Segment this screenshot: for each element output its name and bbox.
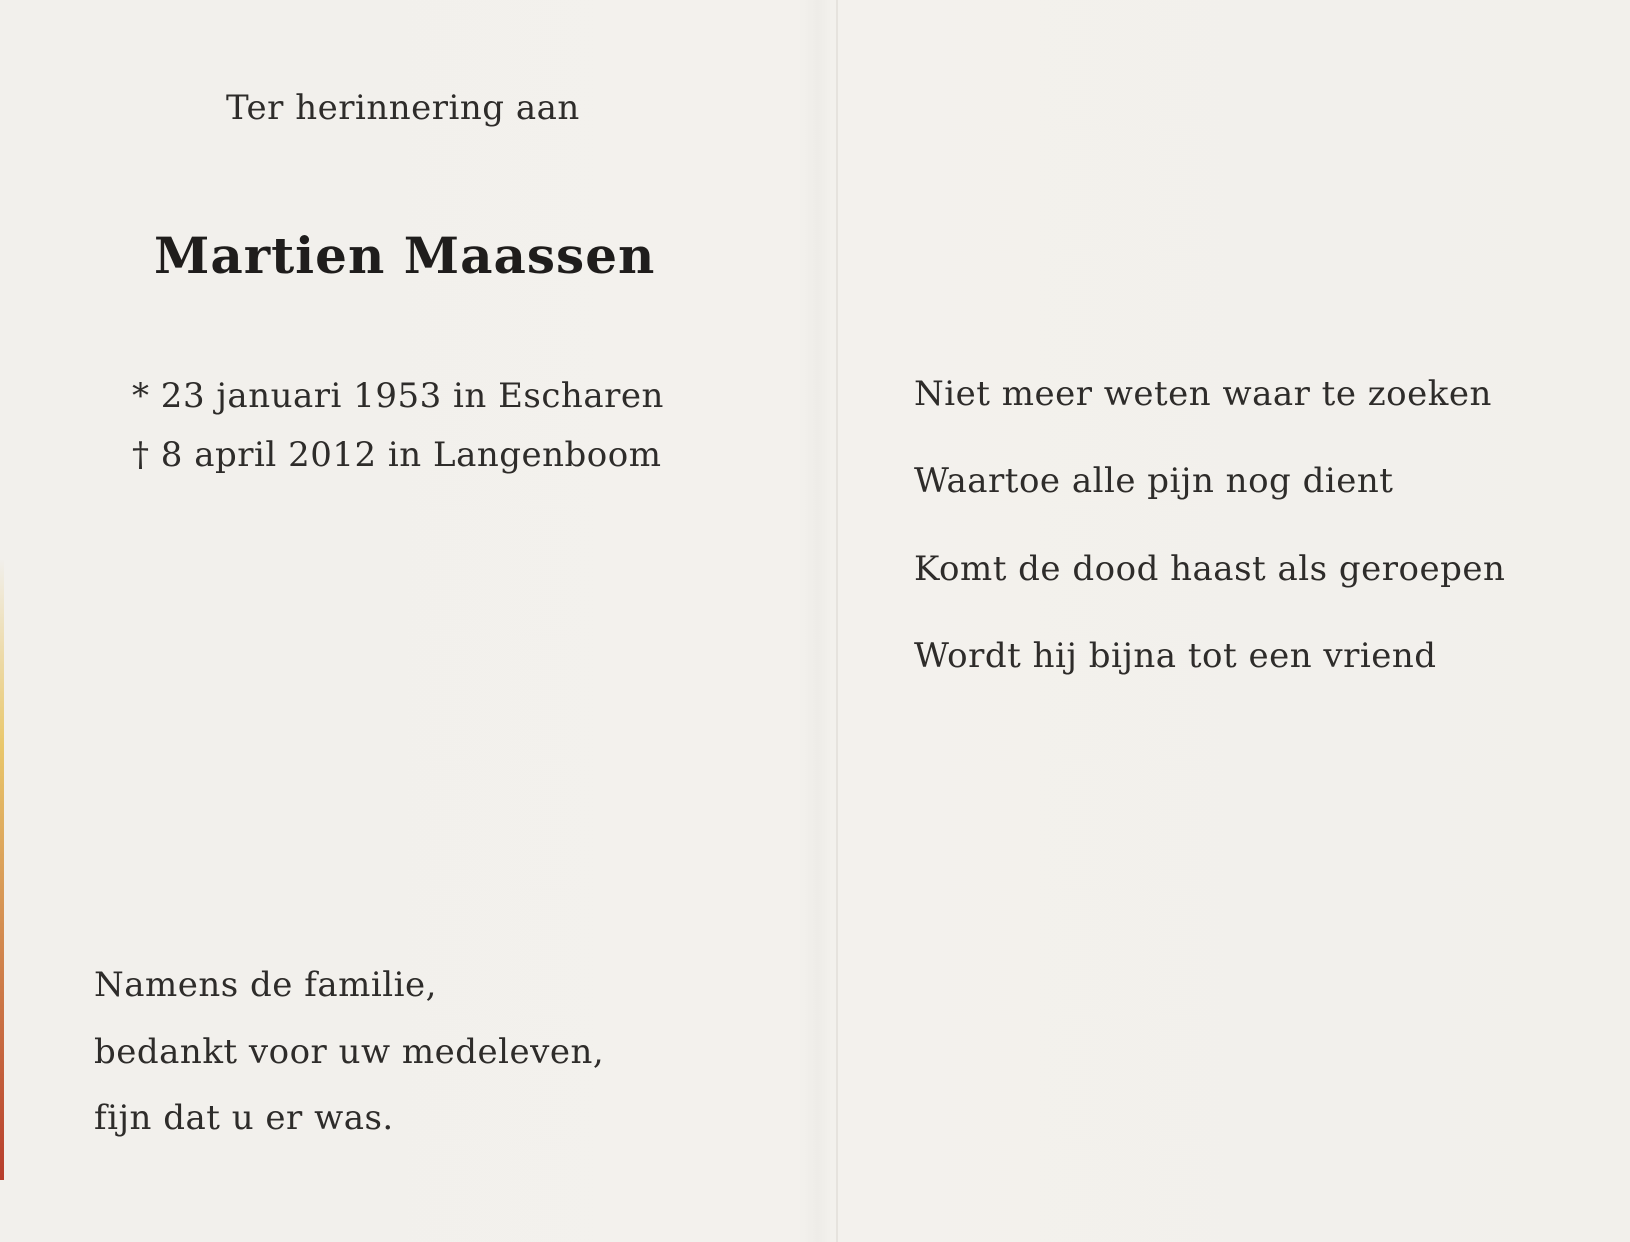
thanks-line: Namens de familie,: [94, 965, 437, 1005]
verse-line: Wordt hij bijna tot een vriend: [914, 636, 1437, 676]
thanks-line: fijn dat u er was.: [94, 1098, 394, 1138]
intro-text: Ter herinnering aan: [226, 88, 580, 128]
verse-line: Niet meer weten waar te zoeken: [914, 374, 1492, 414]
thanks-line: bedankt voor uw medeleven,: [94, 1032, 605, 1072]
deceased-name: Martien Maassen: [154, 226, 656, 285]
verse-line: Komt de dood haast als geroepen: [914, 549, 1506, 589]
verse-line: Waartoe alle pijn nog dient: [914, 461, 1394, 501]
death-line: † 8 april 2012 in Langenboom: [132, 435, 662, 475]
right-panel: [838, 0, 1630, 1242]
birth-line: * 23 januari 1953 in Escharen: [132, 376, 664, 416]
